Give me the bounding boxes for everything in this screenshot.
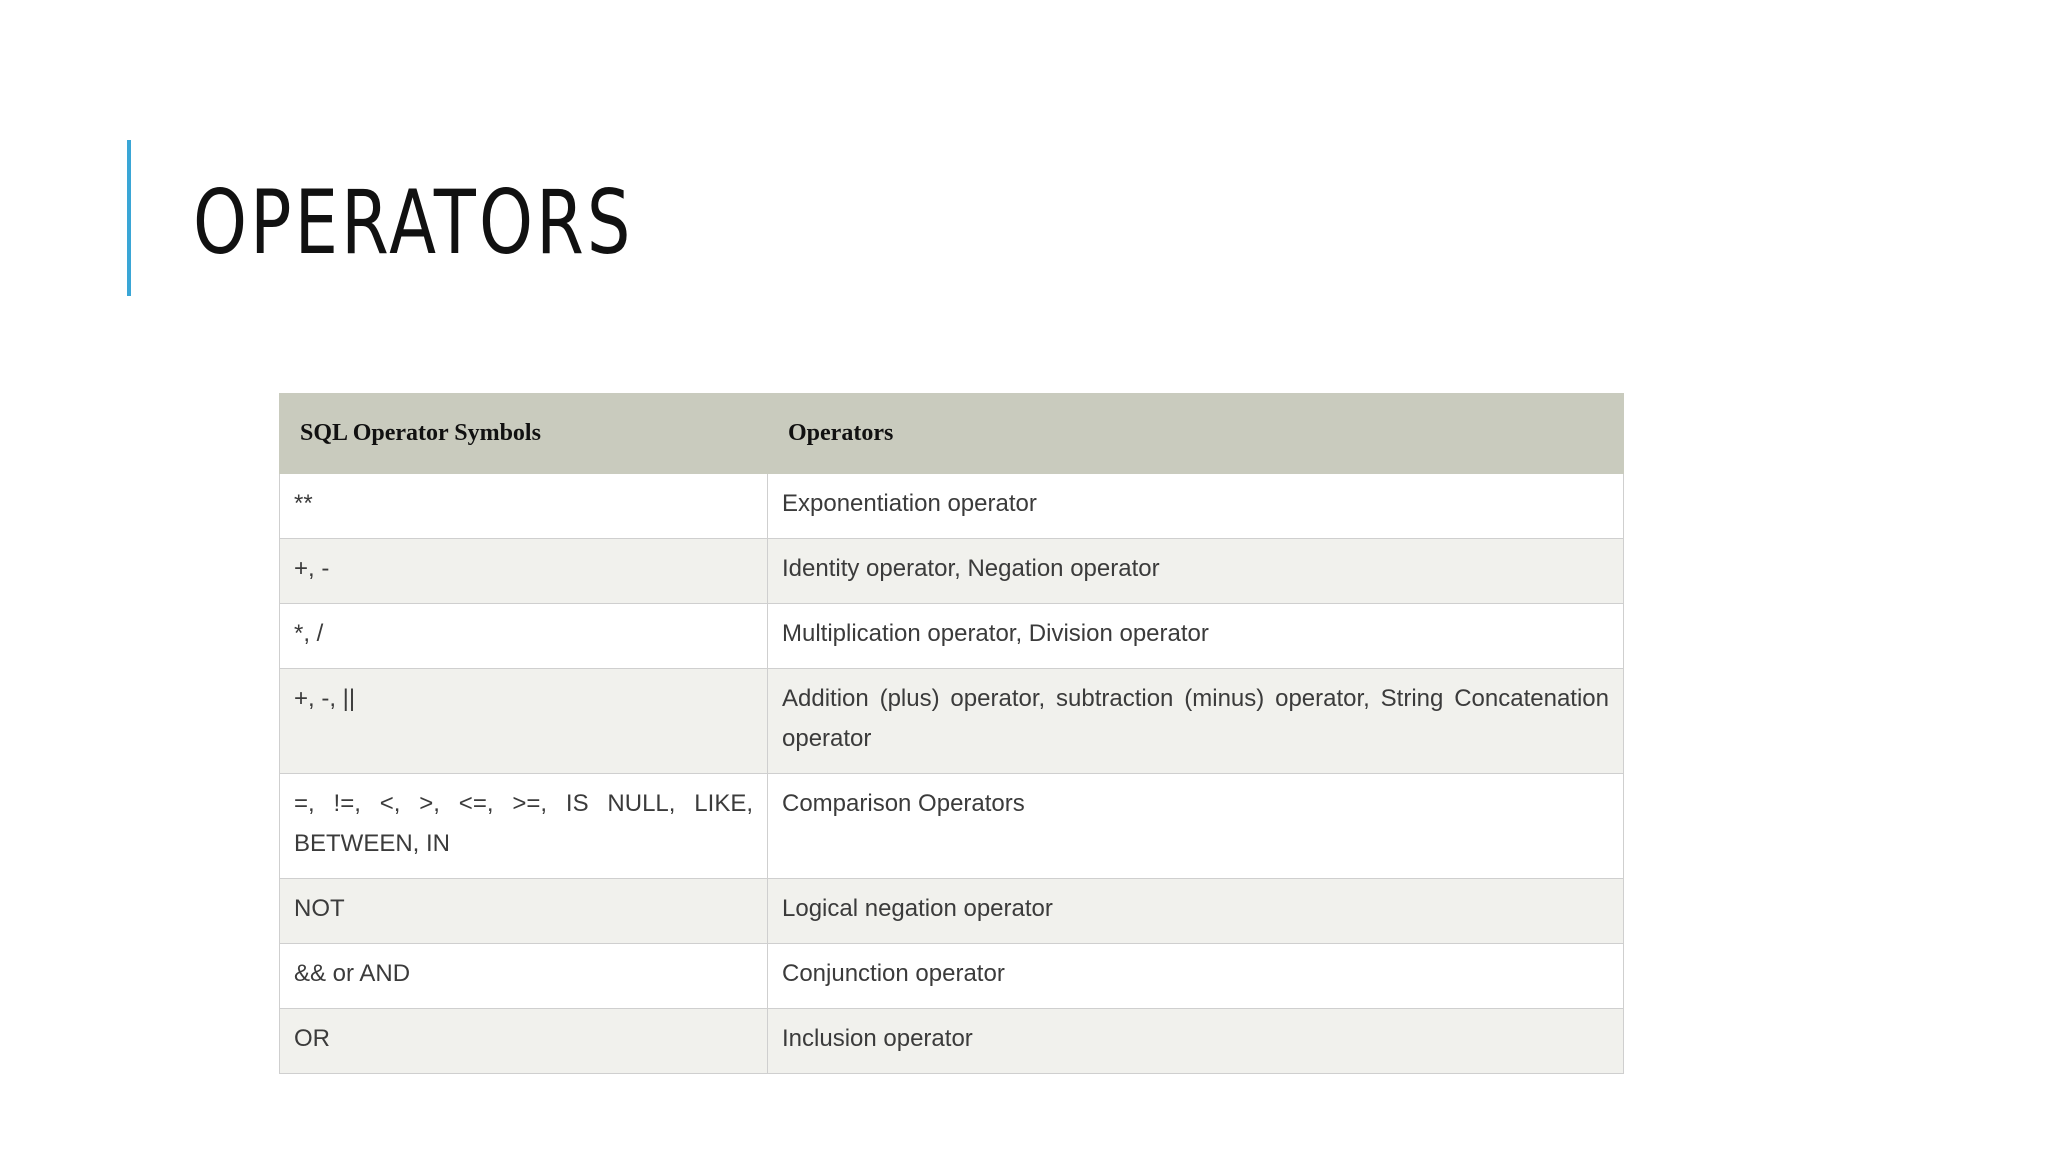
operator-cell: Multiplication operator, Division operator	[768, 604, 1624, 669]
symbol-cell: +, -, ||	[280, 669, 768, 774]
column-header-operators: Operators	[768, 394, 1624, 474]
table-row	[280, 539, 1624, 604]
table-header-row	[280, 394, 1624, 474]
table-row	[280, 604, 1624, 669]
operator-cell: Addition (plus) operator, subtraction (minus) operator, String Concatenation operator	[768, 669, 1624, 774]
table-row	[280, 879, 1624, 944]
slide-title: OPERATORS	[193, 171, 634, 274]
table-row	[280, 944, 1624, 1009]
symbol-cell: +, -	[280, 539, 768, 604]
table-row	[280, 474, 1624, 539]
operator-cell: Logical negation operator	[768, 879, 1624, 944]
symbol-cell: **	[280, 474, 768, 539]
table-row	[280, 1009, 1624, 1074]
operator-cell: Inclusion operator	[768, 1009, 1624, 1074]
symbol-cell: =, !=, <, >, <=, >=, IS NULL, LIKE, BETWEEN, IN	[280, 774, 768, 879]
operators-table	[279, 393, 1624, 1074]
symbol-cell: && or AND	[280, 944, 768, 1009]
operator-cell: Conjunction operator	[768, 944, 1624, 1009]
table-row	[280, 774, 1624, 879]
operator-cell: Identity operator, Negation operator	[768, 539, 1624, 604]
title-accent-bar	[127, 140, 131, 296]
symbol-cell: OR	[280, 1009, 768, 1074]
symbol-cell: NOT	[280, 879, 768, 944]
symbol-cell: *, /	[280, 604, 768, 669]
column-header-symbols: SQL Operator Symbols	[280, 394, 768, 474]
operator-cell: Exponentiation operator	[768, 474, 1624, 539]
table-row	[280, 669, 1624, 774]
operator-cell: Comparison Operators	[768, 774, 1624, 879]
